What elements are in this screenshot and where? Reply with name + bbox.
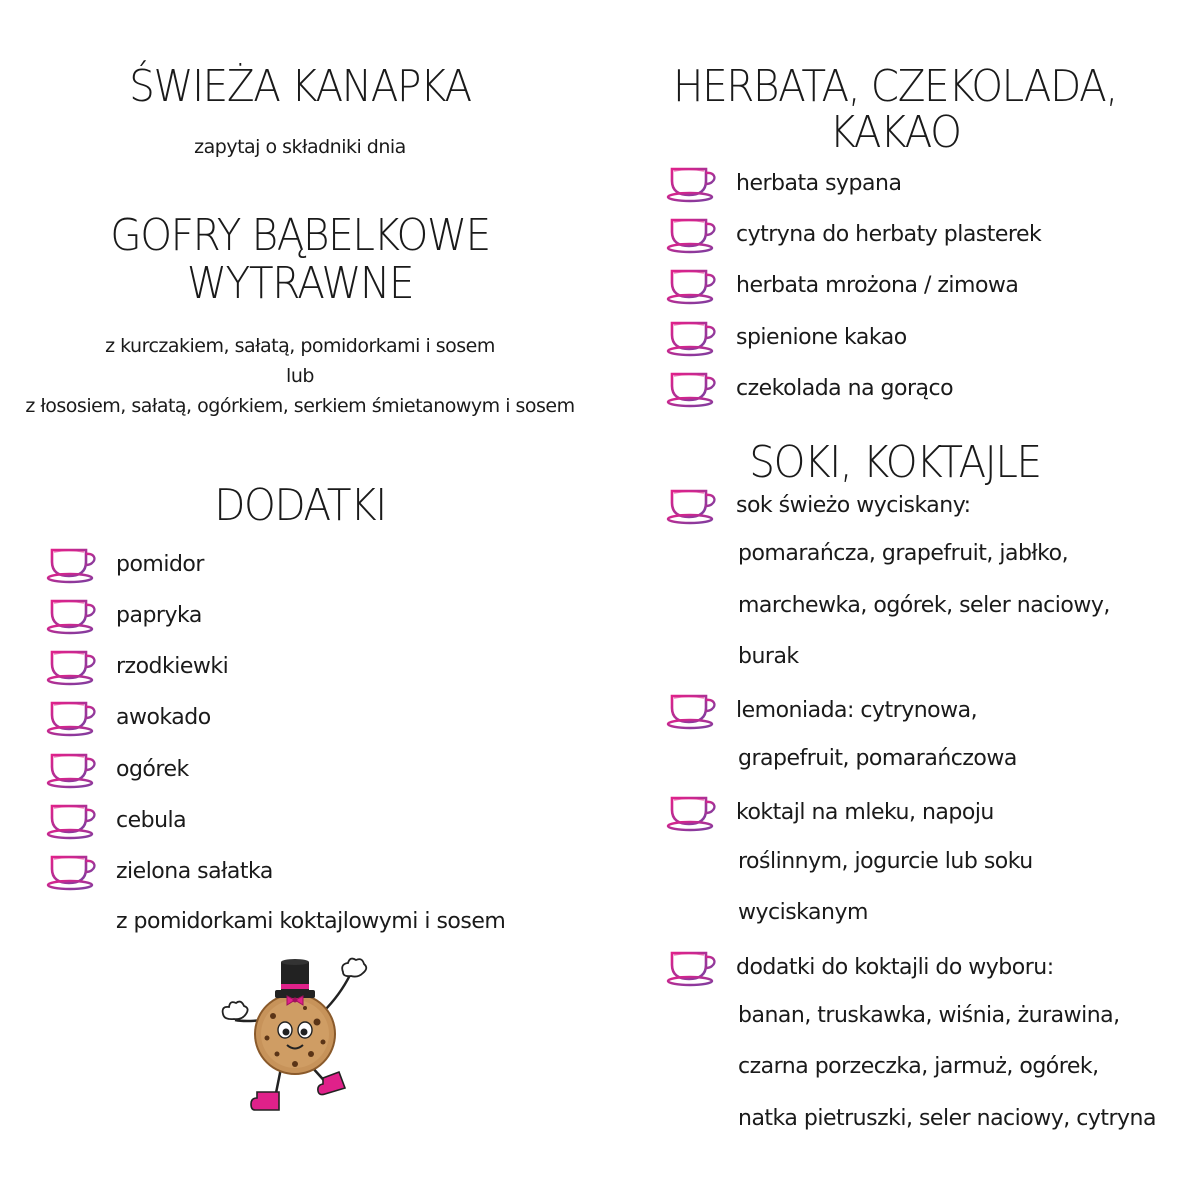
item-text: ogórek: [116, 756, 189, 782]
list-item: [666, 209, 1041, 259]
list-item: [46, 539, 204, 589]
waffles-title-line2: WYTRAWNE: [186, 258, 414, 309]
teacup-icon: [666, 690, 718, 730]
entry-line: roślinnym, jogurcie lub soku: [738, 849, 1033, 874]
entry-line: czarna porzeczka, jarmuż, ogórek,: [738, 1054, 1099, 1079]
list-item: [666, 787, 994, 837]
extras-continuation: z pomidorkami koktajlowymi i sosem: [116, 909, 506, 934]
item-text: czekolada na gorąco: [736, 375, 954, 401]
teacup-icon: [666, 485, 718, 525]
entry-line: banan, truskawka, wiśnia, żurawina,: [738, 1003, 1120, 1028]
entry-line: grapefruit, pomarańczowa: [738, 746, 1017, 771]
teacup-icon: [666, 163, 718, 203]
list-item: [666, 363, 953, 413]
sandwich-subtitle: zapytaj o składniki dnia: [194, 136, 406, 158]
item-text: cebula: [116, 807, 187, 833]
list-item: [666, 158, 901, 208]
teacup-icon: [46, 544, 98, 584]
waffles-desc-line2: lub: [286, 365, 314, 387]
tea-title-line1: HERBATA, CZEKOLADA,: [673, 61, 1117, 112]
list-item: [666, 942, 1054, 992]
list-item: [46, 795, 186, 845]
entry-line: marchewka, ogórek, seler naciowy,: [738, 593, 1110, 618]
teacup-icon: [46, 800, 98, 840]
teacup-icon: [666, 265, 718, 305]
teacup-icon: [666, 317, 718, 357]
juices-title: SOKI, KOKTAJLE: [749, 437, 1041, 488]
teacup-icon: [666, 368, 718, 408]
item-text: herbata sypana: [736, 170, 902, 196]
list-item: [46, 692, 211, 742]
list-item: [666, 260, 1018, 310]
teacup-icon: [46, 749, 98, 789]
entry-line: pomarańcza, grapefruit, jabłko,: [738, 541, 1069, 566]
item-text: dodatki do koktajli do wyboru:: [736, 954, 1054, 980]
teacup-icon: [46, 595, 98, 635]
list-item: [666, 685, 977, 735]
list-item: [46, 641, 228, 691]
entry-line: burak: [738, 644, 799, 669]
teacup-icon: [46, 851, 98, 891]
list-item: [666, 480, 971, 530]
waffles-desc-line3: z łososiem, sałatą, ogórkiem, serkiem śmietanowym i sosem: [25, 395, 575, 417]
item-text: papryka: [116, 602, 202, 628]
list-item: [46, 744, 189, 794]
item-text: sok świeżo wyciskany:: [736, 492, 971, 518]
item-text: zielona sałatka: [116, 858, 273, 884]
teacup-icon: [46, 646, 98, 686]
sandwich-title: ŚWIEŻA KANAPKA: [129, 61, 471, 112]
waffles-title-line1: GOFRY BĄBELKOWE: [110, 210, 490, 261]
list-item: [46, 590, 202, 640]
list-item: [46, 846, 273, 896]
item-text: pomidor: [116, 551, 204, 577]
item-text: cytryna do herbaty plasterek: [736, 221, 1042, 247]
entry-line: wyciskanym: [738, 900, 868, 925]
extras-title: DODATKI: [214, 480, 386, 531]
item-text: spienione kakao: [736, 324, 907, 350]
item-text: herbata mrożona / zimowa: [736, 272, 1019, 298]
teacup-icon: [46, 697, 98, 737]
teacup-icon: [666, 947, 718, 987]
cookie-mascot-icon: [215, 950, 375, 1120]
waffles-desc-line1: z kurczakiem, sałatą, pomidorkami i sosem: [105, 335, 495, 357]
list-item: [666, 312, 907, 362]
teacup-icon: [666, 792, 718, 832]
entry-line: natka pietruszki, seler naciowy, cytryna: [738, 1106, 1156, 1131]
item-text: koktajl na mleku, napoju: [736, 799, 994, 825]
tea-title-line2: KAKAO: [829, 107, 961, 158]
item-text: rzodkiewki: [116, 653, 229, 679]
teacup-icon: [666, 214, 718, 254]
item-text: awokado: [116, 704, 211, 730]
item-text: lemoniada: cytrynowa,: [736, 697, 978, 723]
